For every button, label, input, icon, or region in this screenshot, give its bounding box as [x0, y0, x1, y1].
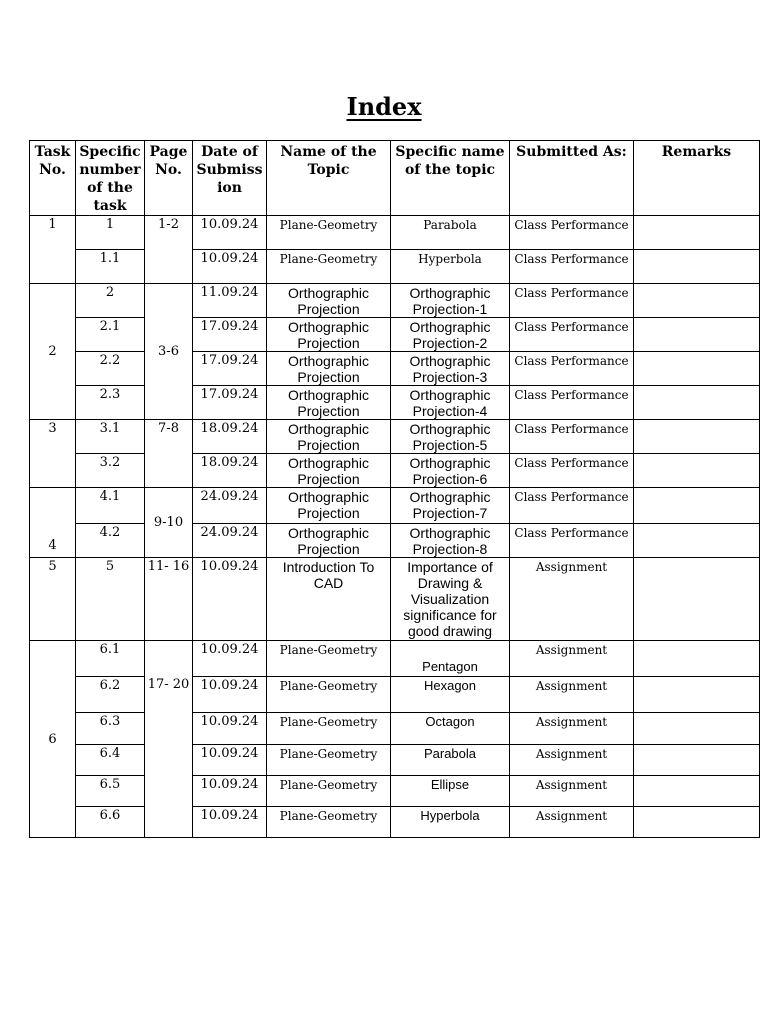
date-cell: 10.09.24: [193, 713, 267, 745]
topic-cell: Plane-Geometry: [267, 250, 391, 284]
submitted-cell: Assignment: [510, 641, 634, 677]
specific-topic-cell: Orthographic Projection-8: [391, 524, 510, 558]
page-title: Index: [346, 92, 422, 121]
specific-number-cell: 6.3: [76, 713, 145, 745]
submitted-cell: Class Performance: [510, 318, 634, 352]
submitted-cell: Class Performance: [510, 352, 634, 386]
submitted-cell: Class Performance: [510, 524, 634, 558]
topic-cell: Plane-Geometry: [267, 641, 391, 677]
date-cell: 10.09.24: [193, 641, 267, 677]
specific-topic-cell: Orthographic Projection-5: [391, 420, 510, 454]
submitted-cell: Class Performance: [510, 420, 634, 454]
remarks-cell: [634, 776, 760, 807]
specific-number-cell: 2.1: [76, 318, 145, 352]
specific-number-cell: 2: [76, 284, 145, 318]
submitted-cell: Assignment: [510, 677, 634, 713]
remarks-cell: [634, 454, 760, 488]
page-cell: 17- 20: [145, 641, 193, 838]
specific-number-cell: 3.2: [76, 454, 145, 488]
date-cell: 18.09.24: [193, 420, 267, 454]
submitted-cell: Class Performance: [510, 454, 634, 488]
submitted-cell: Class Performance: [510, 284, 634, 318]
table-row: [30, 318, 760, 352]
topic-cell: Orthographic Projection: [267, 420, 391, 454]
table-row: [30, 524, 760, 558]
specific-number-cell: 3.1: [76, 420, 145, 454]
date-cell: 17.09.24: [193, 352, 267, 386]
task-cell: 5: [30, 558, 76, 641]
submitted-cell: Assignment: [510, 558, 634, 641]
table-row: [30, 776, 760, 807]
specific-number-cell: 6.4: [76, 745, 145, 776]
header-task-no: Task No.: [30, 141, 76, 216]
remarks-cell: [634, 524, 760, 558]
submitted-cell: Class Performance: [510, 488, 634, 524]
page-cell: 1-2: [145, 216, 193, 284]
specific-number-cell: 6.5: [76, 776, 145, 807]
remarks-cell: [634, 488, 760, 524]
specific-topic-cell: Orthographic Projection-4: [391, 386, 510, 420]
date-cell: 10.09.24: [193, 745, 267, 776]
date-cell: 24.09.24: [193, 488, 267, 524]
table-row: [30, 454, 760, 488]
specific-topic-cell: Orthographic Projection-3: [391, 352, 510, 386]
submitted-cell: Class Performance: [510, 250, 634, 284]
specific-topic-cell: Pentagon: [391, 641, 510, 677]
remarks-cell: [634, 641, 760, 677]
table-row: [30, 284, 760, 318]
header-specific-number: Specific number of the task: [76, 141, 145, 216]
date-cell: 17.09.24: [193, 386, 267, 420]
remarks-cell: [634, 352, 760, 386]
task-cell: 2: [30, 284, 76, 420]
table-row: [30, 807, 760, 838]
header-date: Date of Submiss ion: [193, 141, 267, 216]
task-cell: 4: [30, 488, 76, 558]
header-remarks: Remarks: [634, 141, 760, 216]
header-submitted-as: Submitted As:: [510, 141, 634, 216]
table-row: [30, 745, 760, 776]
specific-number-cell: 6.2: [76, 677, 145, 713]
specific-topic-cell: Importance of Drawing & Visualization significance for good drawing: [391, 558, 510, 641]
remarks-cell: [634, 284, 760, 318]
specific-topic-cell: Octagon: [391, 713, 510, 745]
specific-number-cell: 2.3: [76, 386, 145, 420]
date-cell: 10.09.24: [193, 250, 267, 284]
header-row: [30, 141, 760, 216]
topic-cell: Orthographic Projection: [267, 318, 391, 352]
date-cell: 18.09.24: [193, 454, 267, 488]
topic-cell: Orthographic Projection: [267, 386, 391, 420]
table-row: [30, 216, 760, 250]
date-cell: 17.09.24: [193, 318, 267, 352]
topic-cell: Plane-Geometry: [267, 776, 391, 807]
remarks-cell: [634, 807, 760, 838]
specific-topic-cell: Ellipse: [391, 776, 510, 807]
topic-cell: Plane-Geometry: [267, 745, 391, 776]
specific-topic-cell: Hyperbola: [391, 250, 510, 284]
index-table: [29, 140, 760, 838]
table-row: [30, 558, 760, 641]
specific-topic-cell: Parabola: [391, 216, 510, 250]
specific-number-cell: 5: [76, 558, 145, 641]
table-row: [30, 352, 760, 386]
specific-topic-cell: Orthographic Projection-7: [391, 488, 510, 524]
table-row: [30, 420, 760, 454]
topic-cell: Orthographic Projection: [267, 488, 391, 524]
date-cell: 10.09.24: [193, 776, 267, 807]
submitted-cell: Assignment: [510, 807, 634, 838]
remarks-cell: [634, 250, 760, 284]
page-cell: 11- 16: [145, 558, 193, 641]
topic-cell: Orthographic Projection: [267, 352, 391, 386]
date-cell: 24.09.24: [193, 524, 267, 558]
submitted-cell: Assignment: [510, 745, 634, 776]
specific-number-cell: 1.1: [76, 250, 145, 284]
specific-number-cell: 4.1: [76, 488, 145, 524]
date-cell: 10.09.24: [193, 558, 267, 641]
specific-number-cell: 2.2: [76, 352, 145, 386]
table-row: [30, 677, 760, 713]
submitted-cell: Class Performance: [510, 216, 634, 250]
header-specific-topic: Specific name of the topic: [391, 141, 510, 216]
specific-topic-cell: Orthographic Projection-1: [391, 284, 510, 318]
topic-cell: Orthographic Projection: [267, 284, 391, 318]
task-cell: 1: [30, 216, 76, 284]
topic-cell: Plane-Geometry: [267, 713, 391, 745]
topic-cell: Orthographic Projection: [267, 454, 391, 488]
specific-topic-cell: Parabola: [391, 745, 510, 776]
header-page-no: Page No.: [145, 141, 193, 216]
topic-cell: Introduction To CAD: [267, 558, 391, 641]
remarks-cell: [634, 558, 760, 641]
header-topic: Name of the Topic: [267, 141, 391, 216]
date-cell: 11.09.24: [193, 284, 267, 318]
specific-topic-cell: Hyperbola: [391, 807, 510, 838]
task-cell: 3: [30, 420, 76, 488]
remarks-cell: [634, 745, 760, 776]
remarks-cell: [634, 677, 760, 713]
specific-topic-cell: Hexagon: [391, 677, 510, 713]
specific-number-cell: 1: [76, 216, 145, 250]
page-cell: 7-8: [145, 420, 193, 488]
topic-cell: Plane-Geometry: [267, 216, 391, 250]
submitted-cell: Class Performance: [510, 386, 634, 420]
page-cell: 9-10: [145, 488, 193, 558]
specific-number-cell: 6.1: [76, 641, 145, 677]
date-cell: 10.09.24: [193, 677, 267, 713]
table-row: [30, 713, 760, 745]
date-cell: 10.09.24: [193, 216, 267, 250]
specific-topic-cell: Orthographic Projection-6: [391, 454, 510, 488]
remarks-cell: [634, 713, 760, 745]
topic-cell: Plane-Geometry: [267, 807, 391, 838]
remarks-cell: [634, 318, 760, 352]
remarks-cell: [634, 386, 760, 420]
specific-number-cell: 6.6: [76, 807, 145, 838]
topic-cell: Orthographic Projection: [267, 524, 391, 558]
page-cell: 3-6: [145, 284, 193, 420]
table-row: [30, 250, 760, 284]
specific-number-cell: 4.2: [76, 524, 145, 558]
specific-topic-cell: Orthographic Projection-2: [391, 318, 510, 352]
remarks-cell: [634, 216, 760, 250]
table-row: [30, 641, 760, 677]
table-row: [30, 386, 760, 420]
table-row: [30, 488, 760, 524]
remarks-cell: [634, 420, 760, 454]
submitted-cell: Assignment: [510, 776, 634, 807]
task-cell: 6: [30, 641, 76, 838]
topic-cell: Plane-Geometry: [267, 677, 391, 713]
submitted-cell: Assignment: [510, 713, 634, 745]
date-cell: 10.09.24: [193, 807, 267, 838]
